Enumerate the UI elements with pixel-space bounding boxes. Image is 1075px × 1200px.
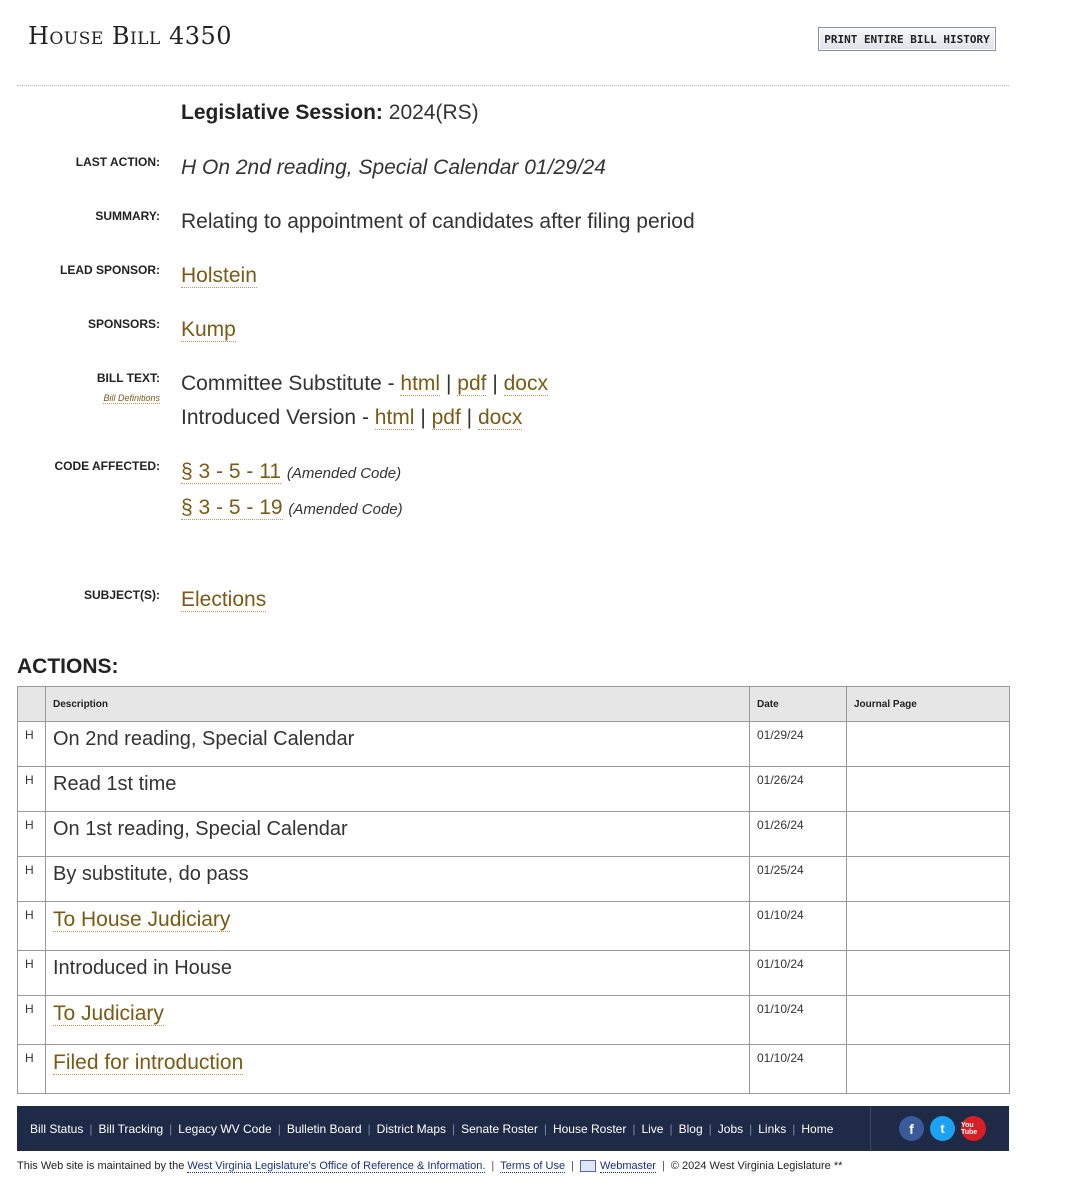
version-name: Committee Substitute - xyxy=(181,372,401,395)
separator: | xyxy=(367,1121,371,1136)
bill-definitions-link[interactable]: Bill Definitions xyxy=(103,393,160,403)
separator: | xyxy=(491,1160,495,1172)
office-of-reference-link[interactable]: West Virginia Legislature's Office of Reference & Information. xyxy=(187,1160,486,1172)
description-cell: Introduced in House xyxy=(46,951,750,996)
description-cell: On 1st reading, Special Calendar xyxy=(46,812,750,857)
chamber-cell: H xyxy=(18,996,46,1045)
separator: | xyxy=(445,372,452,395)
footer-link-blog[interactable]: Blog xyxy=(678,1121,703,1136)
footer-link-jobs[interactable]: Jobs xyxy=(717,1121,744,1136)
separator: | xyxy=(543,1121,547,1136)
date-cell: 01/10/24 xyxy=(750,1045,847,1094)
journal-cell xyxy=(847,722,1010,767)
footer-link-links[interactable]: Links xyxy=(758,1121,787,1136)
separator: | xyxy=(277,1121,281,1136)
date-cell: 01/10/24 xyxy=(750,951,847,996)
footer-link-bulletin-board[interactable]: Bulletin Board xyxy=(286,1121,362,1136)
separator: | xyxy=(571,1160,574,1172)
date-cell: 01/10/24 xyxy=(750,902,847,951)
summary-value: Relating to appointment of candidates after filing period xyxy=(181,210,695,233)
last-action-label: LAST ACTION: xyxy=(75,155,160,169)
code-note: (Amended Code) xyxy=(288,501,403,518)
separator: | xyxy=(749,1121,753,1136)
separator: | xyxy=(89,1121,93,1136)
chamber-cell: H xyxy=(18,722,46,767)
code-note: (Amended Code) xyxy=(286,465,402,482)
table-row xyxy=(18,767,1010,812)
bill-text-committee-substitute xyxy=(181,372,548,396)
introduced-pdf-link[interactable]: pdf xyxy=(431,406,461,429)
chamber-column-header xyxy=(18,687,46,722)
description-cell: On 2nd reading, Special Calendar xyxy=(46,722,750,767)
introduced-docx-link[interactable]: docx xyxy=(477,406,523,429)
separator: | xyxy=(420,406,426,429)
session-label: Legislative Session: xyxy=(181,101,383,124)
code-affected-label: CODE AFFECTED: xyxy=(54,459,160,473)
facebook-icon[interactable]: f xyxy=(899,1116,924,1141)
legislative-session xyxy=(181,101,479,125)
last-action-value: H On 2nd reading, Special Calendar 01/29/24 xyxy=(181,156,606,179)
lead-sponsor-label: LEAD SPONSOR: xyxy=(59,263,160,277)
footer-link-bill-tracking[interactable]: Bill Tracking xyxy=(98,1121,164,1136)
actions-header-row xyxy=(18,687,1010,722)
chamber-cell: H xyxy=(18,812,46,857)
sponsors-value xyxy=(181,318,236,342)
actions-table xyxy=(17,686,1010,1094)
footer-nav xyxy=(17,1122,833,1136)
terms-of-use-link[interactable]: Terms of Use xyxy=(500,1160,566,1172)
footer-link-home[interactable]: Home xyxy=(801,1121,834,1136)
date-cell: 01/26/24 xyxy=(750,812,847,857)
mail-icon xyxy=(580,1160,596,1172)
youtube-icon[interactable]: You Tube xyxy=(961,1116,986,1141)
code-section-link[interactable]: § 3 - 5 - 11 xyxy=(181,460,281,483)
description-cell xyxy=(46,996,750,1045)
table-row xyxy=(18,902,1010,951)
journal-cell xyxy=(847,1045,1010,1094)
filed-for-introduction-link[interactable]: Filed for introduction xyxy=(53,1051,244,1074)
code-section-link[interactable]: § 3 - 5 - 19 xyxy=(181,496,283,519)
print-bill-history-button[interactable]: PRINT ENTIRE BILL HISTORY xyxy=(818,27,996,51)
journal-column-header: Journal Page xyxy=(847,687,1010,722)
chamber-cell: H xyxy=(18,1045,46,1094)
chamber-cell: H xyxy=(18,902,46,951)
footer-link-live[interactable]: Live xyxy=(641,1121,664,1136)
subjects-value xyxy=(181,588,266,612)
journal-cell xyxy=(847,996,1010,1045)
summary-label: SUMMARY: xyxy=(95,209,160,223)
date-cell: 01/29/24 xyxy=(750,722,847,767)
house-judiciary-link[interactable]: To House Judiciary xyxy=(53,908,231,931)
separator: | xyxy=(169,1121,173,1136)
description-cell xyxy=(46,902,750,951)
actions-heading: ACTIONS: xyxy=(17,655,119,678)
table-row xyxy=(18,812,1010,857)
chamber-cell: H xyxy=(18,857,46,902)
table-row xyxy=(18,951,1010,996)
footer-nav-bar xyxy=(17,1106,1009,1151)
separator: | xyxy=(792,1121,796,1136)
journal-cell xyxy=(847,951,1010,996)
date-column-header: Date xyxy=(750,687,847,722)
description-cell xyxy=(46,1045,750,1094)
journal-cell xyxy=(847,812,1010,857)
lead-sponsor-link[interactable]: Holstein xyxy=(181,264,257,287)
chamber-cell: H xyxy=(18,951,46,996)
copyright-text: © 2024 West Virginia Legislature ** xyxy=(670,1160,843,1172)
sponsors-label: SPONSORS: xyxy=(87,317,160,331)
description-cell: Read 1st time xyxy=(46,767,750,812)
code-affected-item xyxy=(181,460,401,484)
webmaster-link[interactable]: Webmaster xyxy=(599,1160,656,1172)
separator: | xyxy=(661,1160,665,1172)
social-links xyxy=(870,1106,1009,1151)
footer-link-district-maps[interactable]: District Maps xyxy=(376,1121,446,1136)
separator: | xyxy=(708,1121,712,1136)
table-row xyxy=(18,996,1010,1045)
journal-cell xyxy=(847,857,1010,902)
separator: | xyxy=(669,1121,673,1136)
bill-text-introduced-version xyxy=(181,406,522,430)
subject-link[interactable]: Elections xyxy=(181,588,267,611)
subjects-label: SUBJECT(S): xyxy=(83,588,160,602)
judiciary-link[interactable]: To Judiciary xyxy=(53,1002,164,1025)
lead-sponsor-value xyxy=(181,264,257,288)
version-name: Introduced Version - xyxy=(181,406,375,429)
description-column-header: Description xyxy=(46,687,750,722)
date-cell: 01/25/24 xyxy=(750,857,847,902)
date-cell: 01/26/24 xyxy=(750,767,847,812)
committee-substitute-docx-link[interactable]: docx xyxy=(503,372,548,395)
description-cell: By substitute, do pass xyxy=(46,857,750,902)
footer-link-bill-status[interactable]: Bill Status xyxy=(30,1121,84,1136)
introduced-html-link[interactable]: html xyxy=(374,406,415,429)
maintained-text: This Web site is maintained by the xyxy=(17,1160,188,1172)
session-value: 2024(RS) xyxy=(388,101,479,124)
twitter-icon[interactable]: t xyxy=(930,1116,955,1141)
table-row xyxy=(18,857,1010,902)
header-divider xyxy=(17,85,1009,86)
footer-link-house-roster[interactable]: House Roster xyxy=(552,1121,627,1136)
page-title: House Bill 4350 xyxy=(28,22,233,50)
table-row xyxy=(18,1045,1010,1094)
separator: | xyxy=(492,372,498,395)
separator: | xyxy=(632,1121,636,1136)
bill-text-label: BILL TEXT: xyxy=(96,371,160,385)
footer-link-senate-roster[interactable]: Senate Roster xyxy=(461,1121,538,1136)
footer-link-legacy-wv-code[interactable]: Legacy WV Code xyxy=(178,1121,272,1136)
chamber-cell: H xyxy=(18,767,46,812)
committee-substitute-html-link[interactable]: html xyxy=(400,372,441,395)
table-row xyxy=(18,722,1010,767)
site-info xyxy=(17,1160,842,1172)
date-cell: 01/10/24 xyxy=(750,996,847,1045)
separator: | xyxy=(466,406,473,429)
journal-cell xyxy=(847,902,1010,951)
committee-substitute-pdf-link[interactable]: pdf xyxy=(457,372,487,395)
sponsor-link[interactable]: Kump xyxy=(181,318,236,341)
journal-cell xyxy=(847,767,1010,812)
separator: | xyxy=(452,1121,456,1136)
code-affected-item xyxy=(181,496,403,520)
